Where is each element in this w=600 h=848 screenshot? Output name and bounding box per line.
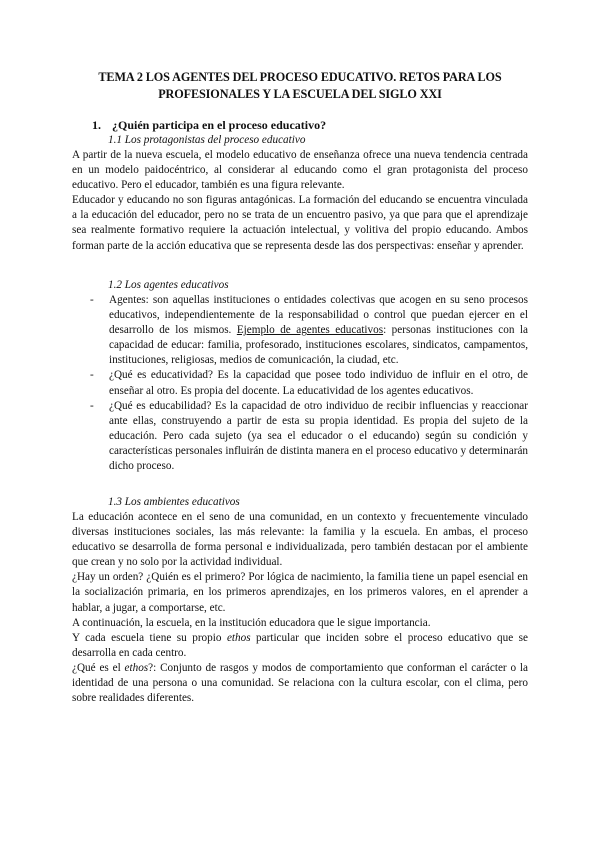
text-run: ?: Conjunto de rasgos y modos de comportamiento que conforman el carácter o la identidad de una persona o una comunidad. Se relaciona con la cultura escolar, con el clima, pero sobre realidades diferentes. [72,661,529,705]
list-item-text: Agentes: son aquellas instituciones o entidades colectivas que acogen en su seno procesos educativos, independientemente de la responsabilidad o control que puedan ejercer en el desarrollo de los mismos. [109,294,528,337]
paragraph: A partir de la nueva escuela, el modelo educativo de enseñanza ofrece una nueva tendencia centrada en un modelo paidocéntrico, al considerar al educando como el gran protagonista del proceso educativo. Pero el educador, también es una figura relevante. [72,149,528,192]
subsection-1-2-heading: 1.2 Los agentes educativos [108,279,229,291]
title-line-1: TEMA 2 LOS AGENTES DEL PROCESO EDUCATIVO. RETOS PARA LOS [98,70,502,84]
ethos-italic: ethos [226,631,251,644]
document-title [72,69,528,103]
list-item-text: ¿Qué es educatividad? Es la capacidad que posee todo individuo de influir en el otro, de enseñar al otro. Es propia del docente. La educatividad de los agentes educativos. [109,369,528,397]
paragraph [72,661,528,706]
subsection-1-3-heading: 1.3 Los ambientes educativos [108,496,240,508]
agents-list [90,293,528,474]
text-run: ¿Qué es el [72,661,125,674]
subsection-1-1-heading: 1.1 Los protagonistas del proceso educativo [108,134,306,146]
bullet-dash: - [90,294,94,306]
ethos-italic: ethos [124,661,149,674]
paragraph: A continuación, la escuela, en la institución educadora que le sigue importancia. [72,616,431,629]
subsection-1-1-body [72,148,528,254]
list-item-text: ¿Qué es educabilidad? Es la capacidad de otro individuo de recibir influencias y reaccionar ante ellas, construyendo a partir de esta su propia identidad. Es propia del sujeto de la educación. Pero cada sujeto (ya sea el educador o el educando) según su condición y características personales influirán de distinta manera en el proceso educativo y determinarán dicho proceso. [109,399,528,473]
list-item [90,399,528,474]
bullet-dash: - [90,399,94,412]
list-item [90,368,528,398]
agents-example-underlined: Ejemplo de agentes educativos [236,324,384,337]
paragraph: Educador y educando no son figuras antagónicas. La formación del educando se encuentra vinculada a la educación del educador, pero no se trata de un encuentro pasivo, ya que para que el aprendizaje sea realmente formativo requiere la actuación intelectual, y volitiva del propio educando. Ambos forman parte de la acción educativa que se representa desde las dos perspectivas: enseñar y aprender. [72,194,528,252]
list-item [90,293,528,368]
text-run: particular que inciden sobre el proceso educativo que se desarrolla en cada centro. [72,631,528,659]
section-1-number: 1. [92,118,101,132]
paragraph: La educación acontece en el seno de una comunidad, en un contexto y frecuentemente vinculado diversas instituciones sociales, las más relevante: la familia y la escuela. En ambas, el proceso educativo se desarrolla de forma personal e individualizada, pero también destacan por el ambiente que crean y no solo por la actividad individual. [72,511,528,569]
section-1-title: ¿Quién participa en el proceso educativo? [112,118,327,132]
bullet-dash: - [90,369,94,382]
section-1-heading [92,117,326,133]
paragraph [72,631,528,661]
list-item-text: : personas instituciones con la capacidad de educar: familia, profesorado, instituciones escolares, sindicatos, campamentos, instituciones, religiosas, medios de comunicación, la ciudad, etc. [109,324,528,367]
paragraph: ¿Hay un orden? ¿Quién es el primero? Por lógica de nacimiento, la familia tiene un papel esencial en la socialización primaria, en los primeros aprendizajes, en los primeros valores, en el aprender a hablar, a jugar, a comportarse, etc. [72,571,528,614]
subsection-1-3-body [72,510,528,706]
text-run: Y cada escuela tiene su propio [72,631,227,644]
title-line-2: PROFESIONALES Y LA ESCUELA DEL SIGLO XXI [158,87,442,101]
